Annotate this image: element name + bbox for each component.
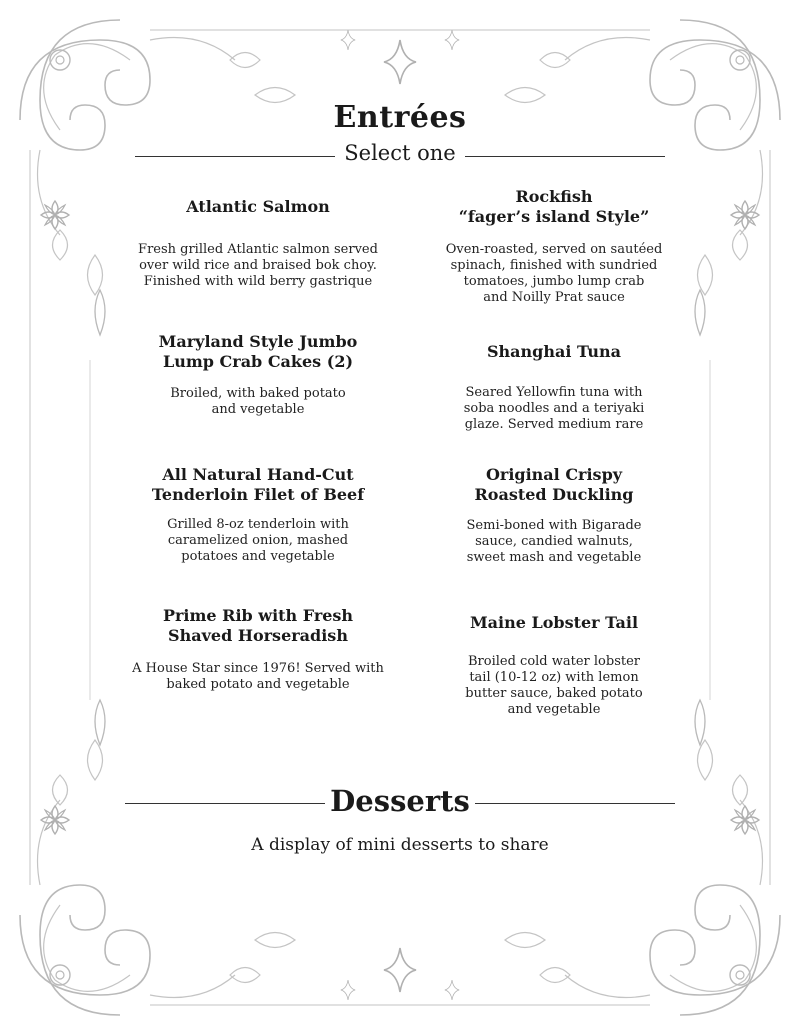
item-name: Maine Lobster Tail	[469, 613, 639, 632]
item-description-block	[108, 661, 408, 693]
item-description-block	[108, 386, 408, 418]
page-title: Entrées	[333, 100, 467, 135]
item-description: Grilled 8-oz tenderloin with caramelized onion, mashed potatoes and vegetable	[167, 517, 349, 564]
menu-item	[404, 342, 704, 362]
item-description-block	[108, 242, 408, 290]
item-description-block	[404, 654, 704, 718]
item-name: Rockfish “fager’s island Style”	[458, 187, 650, 226]
item-description-block	[108, 517, 408, 565]
page-subtitle: Select one	[344, 141, 456, 165]
item-description: Broiled cold water lobster tail (10-12 oz) with lemon butter sauce, baked potato and vegetable	[465, 654, 643, 717]
menu-item	[404, 613, 704, 633]
item-description: Semi-boned with Bigarade sauce, candied walnuts, sweet mash and vegetable	[466, 518, 642, 565]
menu-item	[404, 187, 704, 227]
item-description-block	[404, 385, 704, 433]
menu-item	[404, 465, 704, 505]
item-name: Prime Rib with Fresh Shaved Horseradish	[162, 606, 354, 645]
item-name: Atlantic Salmon	[186, 197, 330, 216]
item-description: A House Star since 1976! Served with baked potato and vegetable	[132, 661, 384, 692]
title-rule-right	[465, 156, 665, 157]
menu-item	[108, 332, 408, 372]
desserts-rule-right	[475, 803, 675, 804]
item-description: Oven-roasted, served on sautéed spinach, finished with sundried tomatoes, jumbo lump crab and Noilly Prat sauce	[445, 242, 663, 305]
desserts-title: Desserts	[330, 784, 470, 818]
item-description-block	[404, 518, 704, 566]
item-description: Fresh grilled Atlantic salmon served over wild rice and braised bok choy. Finished with wild berry gastrique	[138, 242, 378, 289]
menu-item	[108, 197, 408, 217]
item-description-block	[404, 242, 704, 306]
item-name: All Natural Hand-Cut Tenderloin Filet of Beef	[151, 465, 365, 504]
item-description: Broiled, with baked potato and vegetable	[170, 386, 346, 417]
desserts-note: A display of mini desserts to share	[251, 835, 549, 855]
item-name: Shanghai Tuna	[486, 342, 622, 361]
item-description: Seared Yellowfin tuna with soba noodles and a teriyaki glaze. Served medium rare	[463, 385, 645, 432]
item-name: Original Crispy Roasted Duckling	[474, 465, 634, 504]
menu-item	[108, 606, 408, 646]
menu-item	[108, 465, 408, 505]
item-name: Maryland Style Jumbo Lump Crab Cakes (2)	[158, 332, 358, 371]
